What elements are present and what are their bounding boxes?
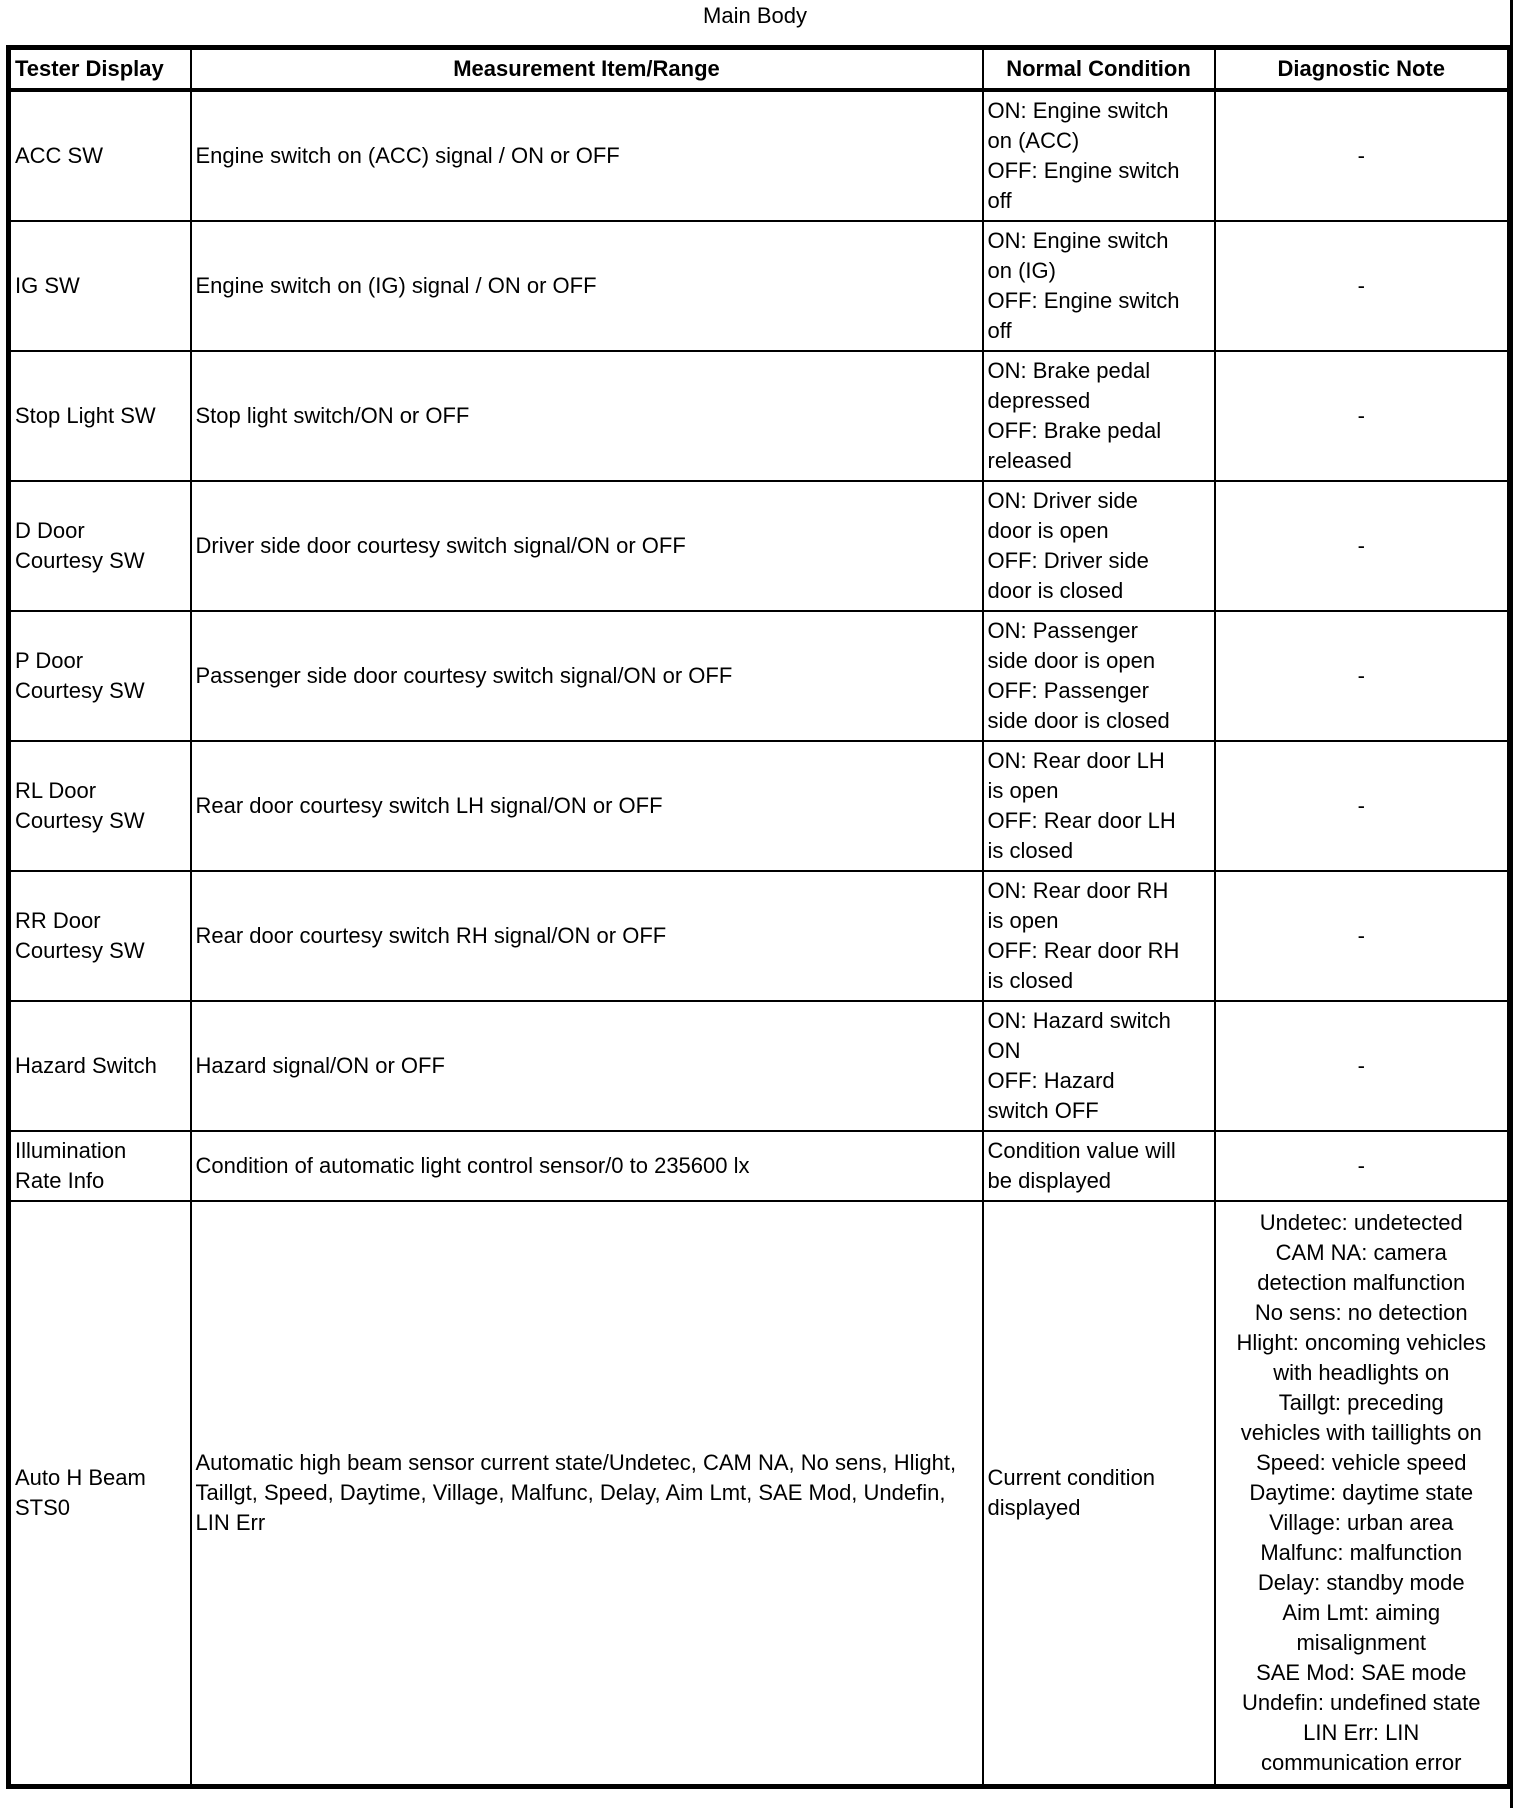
cell-diagnostic-note-line: - [1357, 793, 1365, 818]
cell-normal-condition-line: side door is closed [987, 708, 1170, 733]
cell-normal-condition-line: ON: Rear door LH [987, 748, 1165, 773]
cell-tester-display [9, 221, 191, 351]
cell-tester-display-line: Rate Info [15, 1168, 105, 1193]
cell-diagnostic-note [1215, 90, 1510, 221]
cell-normal-condition [983, 1001, 1215, 1131]
cell-normal-condition-line: ON: Hazard switch [987, 1008, 1171, 1033]
table-row [9, 1201, 1510, 1787]
data-monitor-table [6, 45, 1512, 1789]
cell-normal-condition [983, 611, 1215, 741]
cell-diagnostic-note [1215, 1131, 1510, 1201]
table-row [9, 1001, 1510, 1131]
cell-tester-display-line: Stop Light SW [15, 403, 156, 428]
cell-normal-condition-line: off [987, 188, 1012, 213]
cell-diagnostic-note-line: - [1357, 1153, 1365, 1178]
cell-tester-display-line: P Door [15, 648, 84, 673]
cell-normal-condition-line: OFF: Engine switch [987, 158, 1180, 183]
header-measurement-item: Measurement Item/Range [191, 48, 983, 91]
cell-tester-display-line: RR Door [15, 908, 101, 933]
table-caption: Main Body [703, 3, 807, 28]
table-row [9, 351, 1510, 481]
cell-normal-condition-line: on (ACC) [987, 128, 1080, 153]
cell-measurement-item: Driver side door courtesy switch signal/ON or OFF [191, 481, 983, 611]
cell-tester-display-line: RL Door [15, 778, 97, 803]
cell-normal-condition-line: off [987, 318, 1012, 343]
cell-normal-condition-line: OFF: Brake pedal [987, 418, 1162, 443]
cell-tester-display-line: Courtesy SW [15, 808, 145, 833]
cell-normal-condition-line: ON: Passenger [987, 618, 1138, 643]
cell-normal-condition-line: ON: Rear door RH [987, 878, 1169, 903]
table-row [9, 1131, 1510, 1201]
cell-measurement-item: Rear door courtesy switch RH signal/ON or OFF [191, 871, 983, 1001]
cell-normal-condition [983, 871, 1215, 1001]
cell-diagnostic-note [1215, 221, 1510, 351]
cell-tester-display-line: Courtesy SW [15, 678, 145, 703]
cell-diagnostic-note [1215, 351, 1510, 481]
cell-tester-display-line: Auto H Beam [15, 1465, 146, 1490]
cell-diagnostic-note [1215, 1201, 1510, 1787]
cell-diagnostic-note-line: Aim Lmt: aiming [1282, 1600, 1441, 1625]
cell-normal-condition-line: OFF: Rear door RH [987, 938, 1180, 963]
cell-diagnostic-note-line: - [1357, 533, 1365, 558]
cell-normal-condition-line: ON: Engine switch [987, 98, 1169, 123]
cell-normal-condition-line: be displayed [987, 1168, 1112, 1193]
cell-normal-condition-line: Condition value will [987, 1138, 1176, 1163]
cell-tester-display [9, 1001, 191, 1131]
cell-diagnostic-note-line: CAM NA: camera [1275, 1240, 1447, 1265]
cell-tester-display-line: Courtesy SW [15, 548, 145, 573]
cell-measurement-item: Rear door courtesy switch LH signal/ON or OFF [191, 741, 983, 871]
cell-diagnostic-note-line: detection malfunction [1257, 1270, 1466, 1295]
table-row [9, 221, 1510, 351]
cell-tester-display [9, 90, 191, 221]
table-header-row [9, 48, 1510, 91]
cell-diagnostic-note [1215, 871, 1510, 1001]
header-tester-display: Tester Display [9, 48, 191, 91]
cell-tester-display [9, 871, 191, 1001]
cell-normal-condition-line: ON: Brake pedal [987, 358, 1151, 383]
cell-diagnostic-note [1215, 741, 1510, 871]
cell-tester-display-line: IG SW [15, 273, 80, 298]
cell-diagnostic-note [1215, 1001, 1510, 1131]
cell-diagnostic-note-line: vehicles with taillights on [1240, 1420, 1482, 1445]
table-row [9, 741, 1510, 871]
table-body [9, 90, 1510, 1787]
cell-normal-condition-line: OFF: Hazard [987, 1068, 1115, 1093]
cell-normal-condition-line: released [987, 448, 1072, 473]
cell-normal-condition-line: side door is open [987, 648, 1156, 673]
cell-normal-condition-line: depressed [987, 388, 1091, 413]
cell-measurement-item: Engine switch on (ACC) signal / ON or OFF [191, 90, 983, 221]
cell-diagnostic-note-line: - [1357, 143, 1365, 168]
cell-normal-condition [983, 221, 1215, 351]
cell-measurement-item: Automatic high beam sensor current state/Undetec, CAM NA, No sens, Hlight, Taillgt, Speed, Daytime, Village, Malfunc, Delay, Aim Lmt, SAE Mod, Undefin, LIN Err [191, 1201, 983, 1787]
cell-normal-condition-line: OFF: Engine switch [987, 288, 1180, 313]
cell-normal-condition-line: OFF: Rear door LH [987, 808, 1176, 833]
cell-normal-condition-line: on (IG) [987, 258, 1056, 283]
cell-measurement-item: Engine switch on (IG) signal / ON or OFF [191, 221, 983, 351]
cell-normal-condition [983, 90, 1215, 221]
cell-diagnostic-note-line: Speed: vehicle speed [1256, 1450, 1467, 1475]
cell-diagnostic-note-line: - [1357, 403, 1365, 428]
cell-tester-display-line: Hazard Switch [15, 1053, 157, 1078]
cell-diagnostic-note-line: SAE Mod: SAE mode [1256, 1660, 1467, 1685]
cell-measurement-item: Hazard signal/ON or OFF [191, 1001, 983, 1131]
table-row [9, 871, 1510, 1001]
cell-normal-condition [983, 481, 1215, 611]
cell-diagnostic-note-line: Daytime: daytime state [1249, 1480, 1474, 1505]
cell-diagnostic-note [1215, 611, 1510, 741]
cell-normal-condition-line: ON: Engine switch [987, 228, 1169, 253]
cell-measurement-item: Passenger side door courtesy switch signal/ON or OFF [191, 611, 983, 741]
cell-diagnostic-note-line: with headlights on [1273, 1360, 1450, 1385]
cell-diagnostic-note-line: communication error [1260, 1750, 1462, 1775]
cell-normal-condition-line: displayed [987, 1495, 1081, 1520]
cell-diagnostic-note-line: Delay: standby mode [1257, 1570, 1465, 1595]
header-normal-condition: Normal Condition [983, 48, 1215, 91]
cell-diagnostic-note-line: Undetec: undetected [1259, 1210, 1463, 1235]
cell-normal-condition-line: Current condition [987, 1465, 1156, 1490]
cell-normal-condition [983, 741, 1215, 871]
cell-tester-display [9, 481, 191, 611]
cell-normal-condition-line: switch OFF [987, 1098, 1099, 1123]
cell-tester-display [9, 611, 191, 741]
cell-normal-condition-line: is closed [987, 838, 1074, 863]
cell-diagnostic-note-line: - [1357, 663, 1365, 688]
cell-diagnostic-note-line: - [1357, 923, 1365, 948]
cell-normal-condition-line: door is closed [987, 578, 1124, 603]
cell-tester-display-line: D Door [15, 518, 85, 543]
cell-normal-condition-line: door is open [987, 518, 1109, 543]
cell-normal-condition-line: ON: Driver side [987, 488, 1138, 513]
cell-diagnostic-note-line: No sens: no detection [1254, 1300, 1468, 1325]
cell-tester-display-line: Courtesy SW [15, 938, 145, 963]
cell-diagnostic-note-line: - [1357, 1053, 1365, 1078]
cell-tester-display [9, 351, 191, 481]
cell-normal-condition-line: is open [987, 908, 1059, 933]
cell-measurement-item: Condition of automatic light control sensor/0 to 235600 lx [191, 1131, 983, 1201]
cell-tester-display [9, 1131, 191, 1201]
cell-normal-condition [983, 351, 1215, 481]
table-row [9, 481, 1510, 611]
cell-tester-display [9, 741, 191, 871]
cell-diagnostic-note-line: Hlight: oncoming vehicles [1236, 1330, 1486, 1355]
cell-tester-display [9, 1201, 191, 1787]
cell-measurement-item: Stop light switch/ON or OFF [191, 351, 983, 481]
cell-normal-condition-line: is closed [987, 968, 1074, 993]
cell-normal-condition [983, 1201, 1215, 1787]
table-row [9, 611, 1510, 741]
cell-normal-condition [983, 1131, 1215, 1201]
cell-diagnostic-note-line: Malfunc: malfunction [1260, 1540, 1463, 1565]
cell-diagnostic-note [1215, 481, 1510, 611]
cell-tester-display-line: Illumination [15, 1138, 127, 1163]
cell-diagnostic-note-line: Village: urban area [1269, 1510, 1454, 1535]
table-row [9, 90, 1510, 221]
cell-diagnostic-note-line: misalignment [1296, 1630, 1427, 1655]
cell-diagnostic-note-line: Undefin: undefined state [1241, 1690, 1481, 1715]
cell-diagnostic-note-line: LIN Err: LIN [1303, 1720, 1420, 1745]
cell-tester-display-line: STS0 [15, 1495, 71, 1520]
cell-normal-condition-line: is open [987, 778, 1059, 803]
cell-normal-condition-line: OFF: Passenger [987, 678, 1149, 703]
header-diagnostic-note: Diagnostic Note [1215, 48, 1510, 91]
cell-diagnostic-note-line: - [1357, 273, 1365, 298]
cell-tester-display-line: ACC SW [15, 143, 103, 168]
cell-diagnostic-note-line: Taillgt: preceding [1278, 1390, 1444, 1415]
cell-normal-condition-line: OFF: Driver side [987, 548, 1149, 573]
cell-normal-condition-line: ON [987, 1038, 1021, 1063]
